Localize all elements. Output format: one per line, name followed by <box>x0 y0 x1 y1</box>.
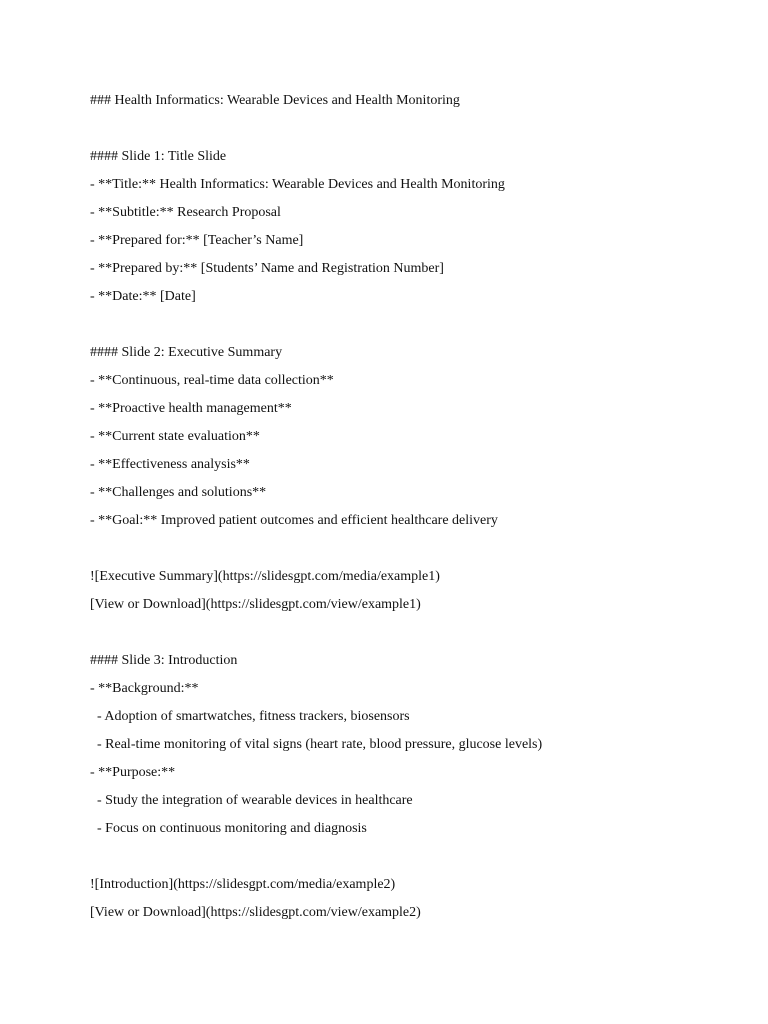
slide-3-purpose-item: - **Purpose:** <box>90 765 176 780</box>
slide-3-background-item: - **Background:** <box>90 681 199 696</box>
slide-2-image-markdown: ![Executive Summary](https://slidesgpt.com/media/example1) <box>90 569 440 584</box>
blank-line <box>90 847 730 875</box>
slide-1-date-item: - **Date:** [Date] <box>90 289 196 304</box>
slide-2-heading: #### Slide 2: Executive Summary <box>90 345 283 360</box>
blank-line <box>90 539 730 567</box>
slide-1-prepared-by-item: - **Prepared by:** [Students’ Name and Registration Number] <box>90 261 444 276</box>
slide-3-heading: #### Slide 3: Introduction <box>90 653 238 668</box>
slide-3-background-subitem: - Adoption of smartwatches, fitness trackers, biosensors <box>90 709 410 724</box>
slide-2-list-item: - **Proactive health management** <box>90 401 292 416</box>
slide-3-image-markdown: ![Introduction](https://slidesgpt.com/media/example2) <box>90 877 396 892</box>
slide-1-prepared-for-item: - **Prepared for:** [Teacher’s Name] <box>90 233 304 248</box>
slide-1-heading: #### Slide 1: Title Slide <box>90 149 227 164</box>
blank-line <box>90 119 730 147</box>
slide-2-list-item: - **Current state evaluation** <box>90 429 260 444</box>
slide-2-goal-item: - **Goal:** Improved patient outcomes and efficient healthcare delivery <box>90 513 498 528</box>
slide-3-view-download-link: [View or Download](https://slidesgpt.com/view/example2) <box>90 905 421 920</box>
slide-3-purpose-subitem: - Study the integration of wearable devices in healthcare <box>90 793 413 808</box>
document-heading: ### Health Informatics: Wearable Devices and Health Monitoring <box>90 93 460 108</box>
document-body <box>90 91 730 931</box>
blank-line <box>90 315 730 343</box>
slide-2-list-item: - **Effectiveness analysis** <box>90 457 250 472</box>
slide-2-view-download-link: [View or Download](https://slidesgpt.com/view/example1) <box>90 597 421 612</box>
slide-1-subtitle-item: - **Subtitle:** Research Proposal <box>90 205 281 220</box>
slide-1-title-item: - **Title:** Health Informatics: Wearable Devices and Health Monitoring <box>90 177 505 192</box>
slide-3-background-subitem: - Real-time monitoring of vital signs (heart rate, blood pressure, glucose levels) <box>90 737 543 752</box>
slide-2-list-item: - **Challenges and solutions** <box>90 485 267 500</box>
blank-line <box>90 623 730 651</box>
slide-3-purpose-subitem: - Focus on continuous monitoring and diagnosis <box>90 821 367 836</box>
slide-2-list-item: - **Continuous, real-time data collection** <box>90 373 334 388</box>
